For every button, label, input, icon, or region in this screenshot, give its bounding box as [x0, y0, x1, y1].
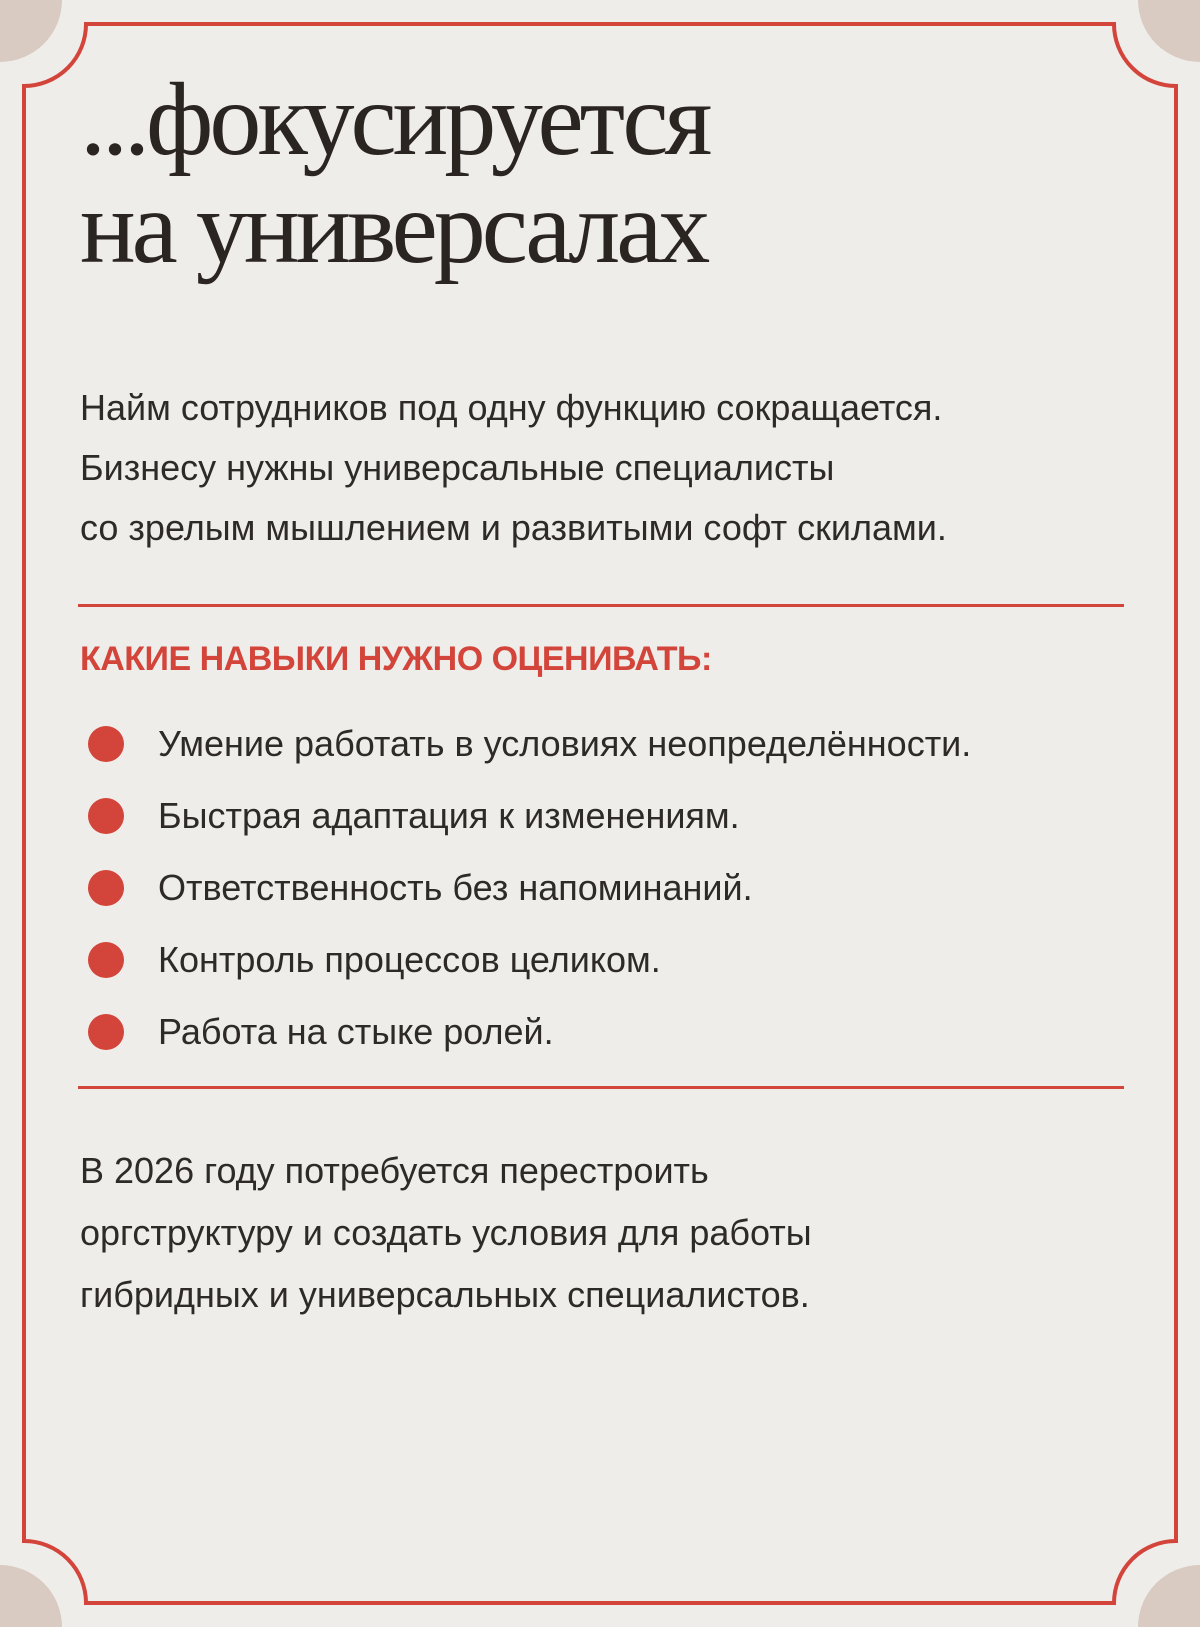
skills-list	[88, 708, 971, 1068]
intro-paragraph	[80, 378, 1140, 558]
list-item	[88, 852, 971, 924]
bullet-icon	[88, 870, 124, 906]
outro-line-2: оргструктуру и создать условия для работы	[80, 1212, 812, 1253]
skill-text: Ответственность без напоминаний.	[158, 867, 753, 908]
bullet-icon	[88, 1014, 124, 1050]
list-item	[88, 924, 971, 996]
bullet-icon	[88, 726, 124, 762]
intro-line-2: Бизнесу нужны универсальные специалисты	[80, 447, 835, 488]
list-item	[88, 996, 971, 1068]
page-title	[80, 62, 709, 285]
divider-top	[78, 604, 1124, 607]
title-line-2: на универсалах	[80, 170, 707, 285]
list-item	[88, 780, 971, 852]
skill-text: Контроль процессов целиком.	[158, 939, 661, 980]
title-line-1: ...фокусируется	[80, 62, 709, 177]
skill-text: Быстрая адаптация к изменениям.	[158, 795, 740, 836]
outro-line-3: гибридных и универсальных специалистов.	[80, 1274, 810, 1315]
list-item	[88, 708, 971, 780]
outro-line-1: В 2026 году потребуется перестроить	[80, 1150, 709, 1191]
skill-text: Работа на стыке ролей.	[158, 1011, 554, 1052]
intro-line-3: со зрелым мышлением и развитыми софт скилами.	[80, 507, 947, 548]
outro-paragraph	[80, 1140, 1140, 1326]
skill-text: Умение работать в условиях неопределённости.	[158, 723, 972, 764]
skills-heading: КАКИЕ НАВЫКИ НУЖНО ОЦЕНИВАТЬ:	[80, 640, 712, 678]
divider-bottom	[78, 1086, 1124, 1089]
bullet-icon	[88, 798, 124, 834]
intro-line-1: Найм сотрудников под одну функцию сокращается.	[80, 387, 943, 428]
bullet-icon	[88, 942, 124, 978]
